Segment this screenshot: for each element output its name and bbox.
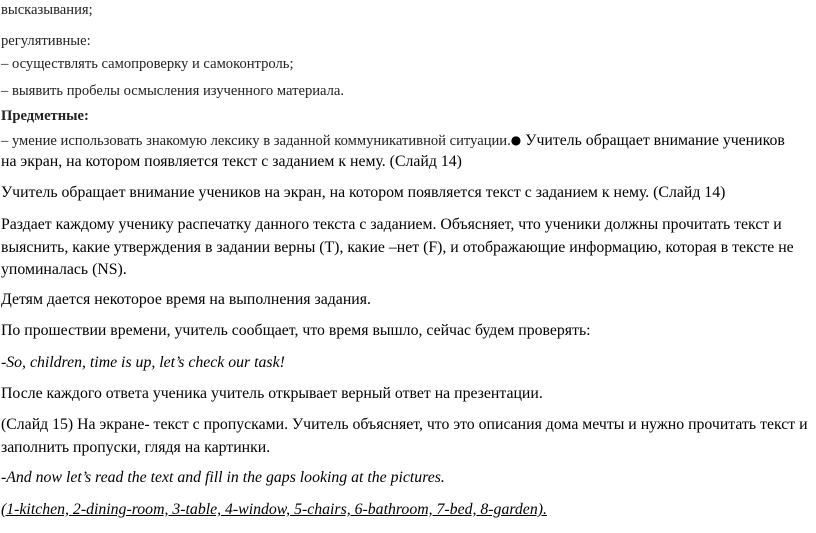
text-line-7: на экран, на котором появляется текст с заданием к нему. (Слайд 14) [1, 153, 462, 170]
text-line-18: -And now let’s read the text and fill in the gaps looking at the pictures. [1, 469, 445, 486]
text-line-10: выяснить, какие утверждения в задании верны (T), какие –нет (F), и отображающие информацию, которая в тексте не [1, 239, 794, 256]
text-line-6-part-b: Учитель обращает внимание учеников [525, 132, 785, 149]
text-line-16: (Слайд 15) На экране- текст с пропусками. Учитель объясняет, что это описания дома мечты и нужно прочитать текст и [1, 416, 808, 433]
text-line-4: – выявить пробелы осмысления изученного материала. [1, 83, 345, 99]
text-line-11: упоминалась (NS). [1, 261, 127, 278]
bullet-icon: ● [510, 133, 522, 147]
answer-key-line: (1-kitchen, 2-dining-room, 3-table, 4-window, 5-chairs, 6-bathroom, 7-bed, 8-garden). [1, 501, 547, 518]
text-line-14: -So, children, time is up, let’s check our task! [1, 354, 285, 371]
text-line-13: По прошествии времени, учитель сообщает, что время вышло, сейчас будем проверять: [1, 322, 591, 339]
text-line-2: регулятивные: [1, 33, 91, 49]
text-line-6 [1, 133, 785, 149]
text-line-17: заполнить пропуски, глядя на картинки. [1, 439, 271, 456]
text-line-3: – осуществлять самопроверку и самоконтроль; [1, 56, 294, 72]
section-heading-subject: Предметные: [1, 108, 89, 124]
text-line-15: После каждого ответа ученика учитель открывает верный ответ на презентации. [1, 385, 543, 402]
text-line-6-part-a: – умение использовать знакомую лексику в заданной коммуникативной ситуации. [1, 133, 511, 149]
text-line-12: Детям дается некоторое время на выполнения задания. [1, 291, 371, 308]
text-line-8: Учитель обращает внимание учеников на экран, на котором появляется текст с заданием к нему. (Слайд 14) [1, 184, 726, 201]
text-line-1: высказывания; [1, 2, 93, 18]
text-line-9: Раздает каждому ученику распечатку данного текста с заданием. Объясняет, что ученики должны прочитать текст и [1, 216, 782, 233]
